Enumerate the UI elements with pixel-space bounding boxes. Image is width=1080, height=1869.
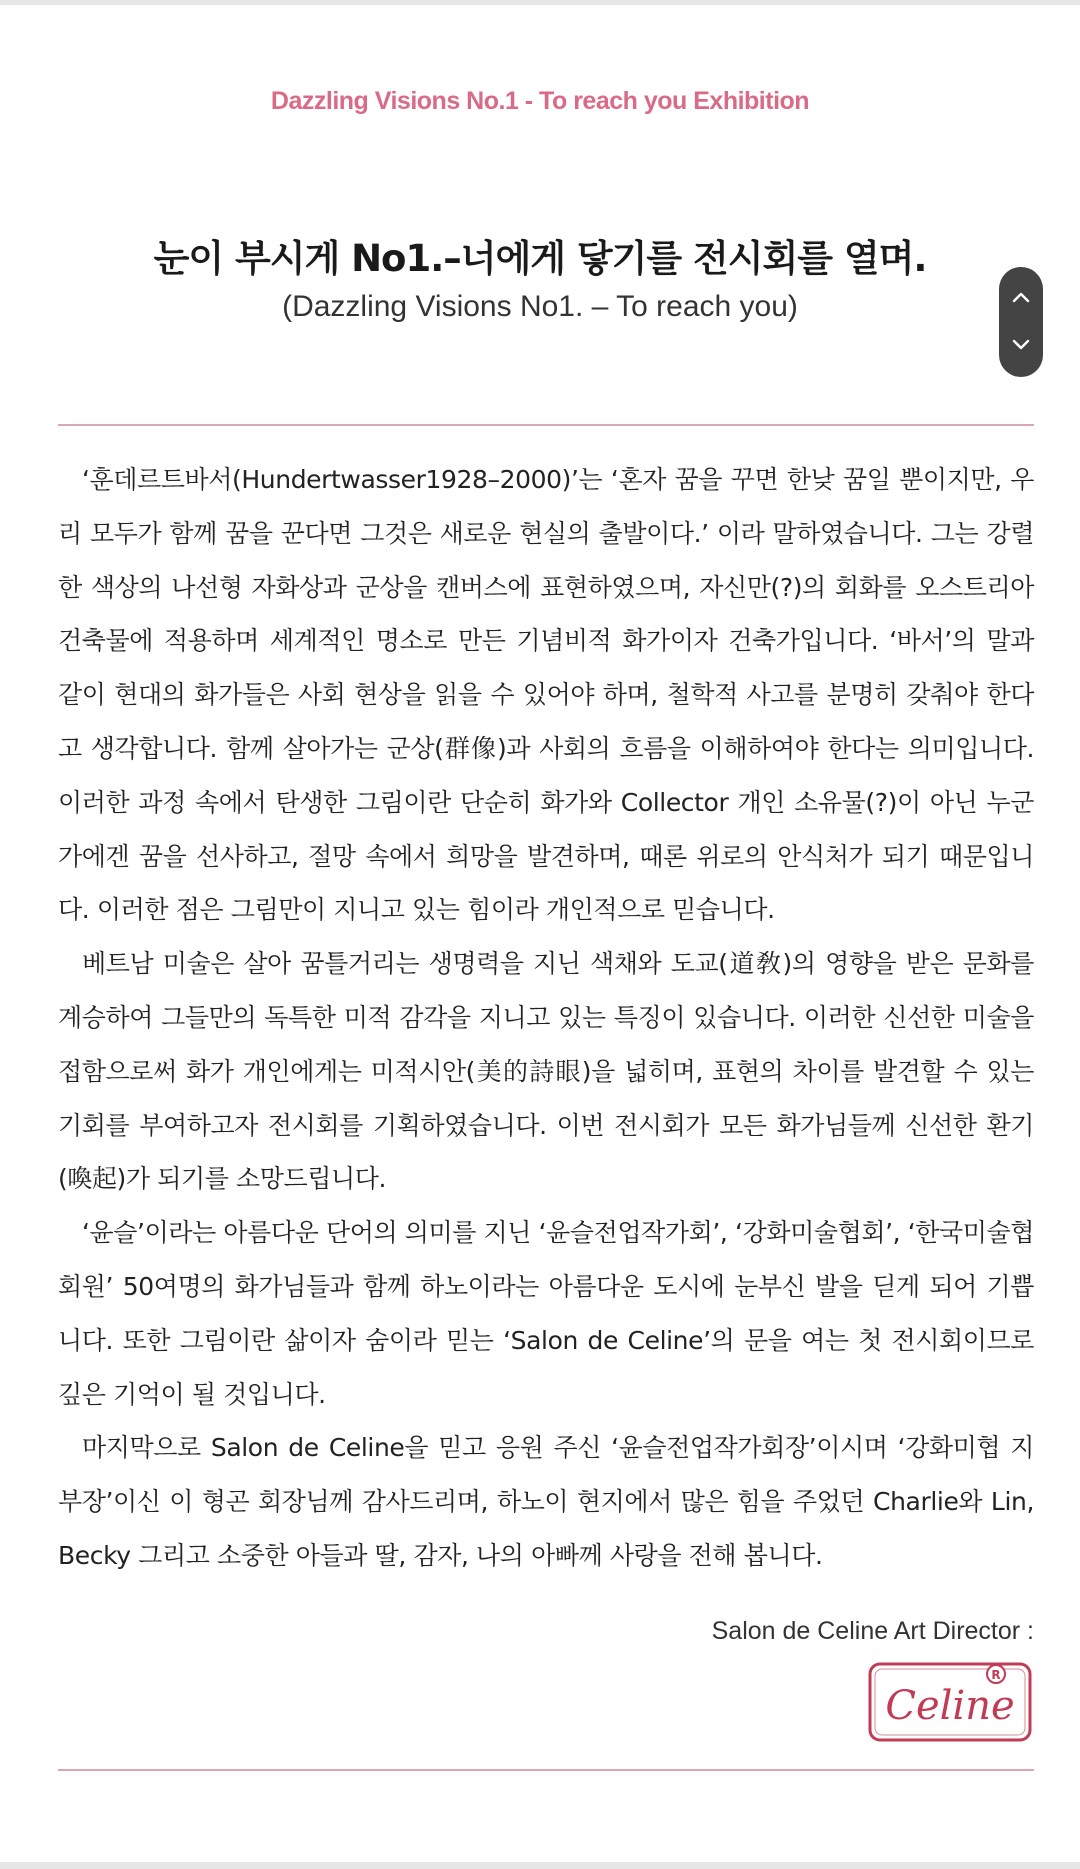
chevron-down-icon <box>1012 339 1030 351</box>
paragraph: ‘훈데르트바서(Hundertwasser1928–2000)’는 ‘혼자 꿈을 꾸면 한낮 꿈일 뿐이지만, 우리 모두가 함께 꿈을 꾼다면 그것은 새로운 현실의 출발이다.’ 이라 말하였습니다. 그는 강렬한 색상의 나선형 자화상과 군상을 캔버스에 표현하였으며, 자신만(?)의 회화를 오스트리아 건축물에 적용하며 세계적인 명소로 만든 기념비적 화가이자 건축가입니다. ‘바서’의 말과 같이 현대의 화가들은 사회 현상을 읽을 수 있어야 하며, 철학적 사고를 분명히 갖춰야 한다고 생각합니다. 함께 살아가는 군상(群像)과 사회의 흐름을 이해하여야 한다는 의미입니다. 이러한 과정 속에서 탄생한 그림이란 단순히 화가와 Collector 개인 소유물(?)이 아닌 누군가에겐 꿈을 선사하고, 절망 속에서 희망을 발견하며, 때론 위로의 안식처가 되기 때문입니다. 이러한 점은 그림만이 지니고 있는 힘이라 개인적으로 믿습니다. <box>58 465 1034 925</box>
exhibition-label: Dazzling Visions No.1 - To reach you Exhibition <box>270 87 810 115</box>
paragraph: 마지막으로 Salon de Celine을 믿고 응원 주신 ‘윤슬전업작가회장’이시며 ‘강화미협 지부장’이신 이 형곤 회장님께 감사드리며, 하노이 현지에서 많은 힘을 주었던 Charlie와 Lin, Becky 그리고 소중한 아들과 딸, 감자, 나의 아빠께 사랑을 전해 봅니다. <box>58 1433 1034 1570</box>
scroll-down-button[interactable] <box>999 325 1043 365</box>
scroll-up-button[interactable] <box>999 277 1043 317</box>
celine-seal-stamp <box>866 1656 1036 1744</box>
paragraph: 베트남 미술은 살아 꿈틀거리는 생명력을 지닌 색채와 도교(道敎)의 영향을 받은 문화를 계승하여 그들만의 독특한 미적 감각을 지니고 있는 특징이 있습니다. 이러한 신선한 미술을 접함으로써 화가 개인에게는 미적시안(美的詩眼)을 넓히며, 표현의 차이를 발견할 수 있는 기회를 부여하고자 전시회를 기획하였습니다. 이번 전시회가 모든 화가님들께 신선한 환기(喚起)가 되기를 소망드립니다. <box>58 949 1034 1194</box>
scroll-navigator <box>999 267 1043 377</box>
page-subtitle: (Dazzling Visions No1. – To reach you) <box>282 290 798 323</box>
divider-top <box>58 424 1034 426</box>
divider-bottom <box>58 1769 1034 1771</box>
chevron-up-icon <box>1012 291 1030 303</box>
article-body <box>58 453 1034 1583</box>
page-title: 눈이 부시게 No1.–너에게 닿기를 전시회를 열며. <box>153 237 927 280</box>
svg-text:R: R <box>991 1668 1001 1682</box>
bottom-border <box>0 1862 1080 1869</box>
paragraph: ‘윤슬’이라는 아름다운 단어의 의미를 지닌 ‘윤슬전업작가회’, ‘강화미술협회’, ‘한국미술협회원’ 50여명의 화가님들과 함께 하노이라는 아름다운 도시에 눈부신 발을 딛게 되어 기쁩니다. 또한 그림이란 삶이자 숨이라 믿는 ‘Salon de Celine’의 문을 여는 첫 전시회이므로 깊은 기억이 될 것입니다. <box>58 1218 1035 1409</box>
svg-text:Celine: Celine <box>885 1683 1015 1729</box>
signature-line: Salon de Celine Art Director : <box>711 1617 1034 1645</box>
top-border <box>0 0 1080 5</box>
